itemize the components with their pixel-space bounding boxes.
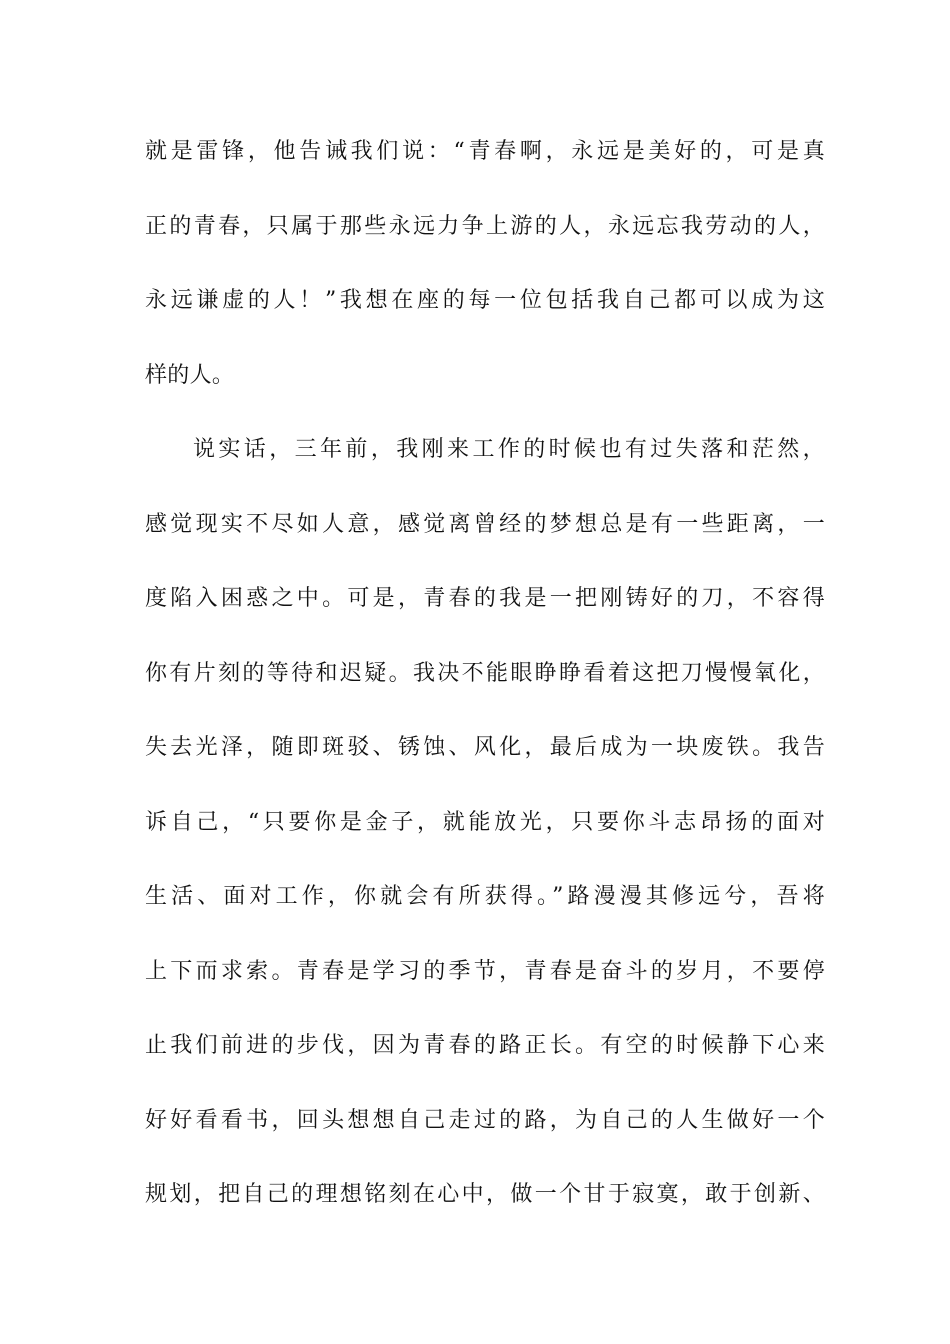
text-line: 你有片刻的等待和迟疑。我决不能眼睁睁看着这把刀慢慢氧化， <box>145 660 825 686</box>
body-text <box>145 128 825 1246</box>
text-line: 就是雷锋，他告诫我们说：“青春啊，永远是美好的，可是真 <box>145 139 825 164</box>
text-line: 上下而求索。青春是学习的季节，青春是奋斗的岁月，不要停 <box>145 958 825 984</box>
text-line: 止我们前进的步伐，因为青春的路正长。有空的时候静下心来 <box>145 1033 825 1058</box>
text-line: 好好看看书，回头想想自己走过的路，为自己的人生做好一个 <box>145 1107 825 1133</box>
text-line: 度陷入困惑之中。可是，青春的我是一把刚铸好的刀，不容得 <box>145 586 825 611</box>
text-line: 失去光泽，随即斑驳、锈蚀、风化，最后成为一块废铁。我告 <box>145 735 825 760</box>
text-line: 规划，把自己的理想铭刻在心中，做一个甘于寂寞，敢于创新、 <box>145 1182 825 1207</box>
text-line: 正的青春，只属于那些永远力争上游的人，永远忘我劳动的人， <box>145 213 825 239</box>
text-line: 感觉现实不尽如人意，感觉离曾经的梦想总是有一些距离，一 <box>145 511 825 537</box>
text-line: 诉自己，“只要你是金子，就能放光，只要你斗志昂扬的面对 <box>145 809 825 835</box>
text-line: 永远谦虚的人！”我想在座的每一位包括我自己都可以成为这 <box>145 288 825 313</box>
paragraph-first-line: 说实话，三年前，我刚来工作的时候也有过失落和茫然， <box>193 437 825 462</box>
text-line: 样的人。 <box>145 362 235 388</box>
text-line: 生活、面对工作，你就会有所获得。”路漫漫其修远兮，吾将 <box>145 884 825 909</box>
